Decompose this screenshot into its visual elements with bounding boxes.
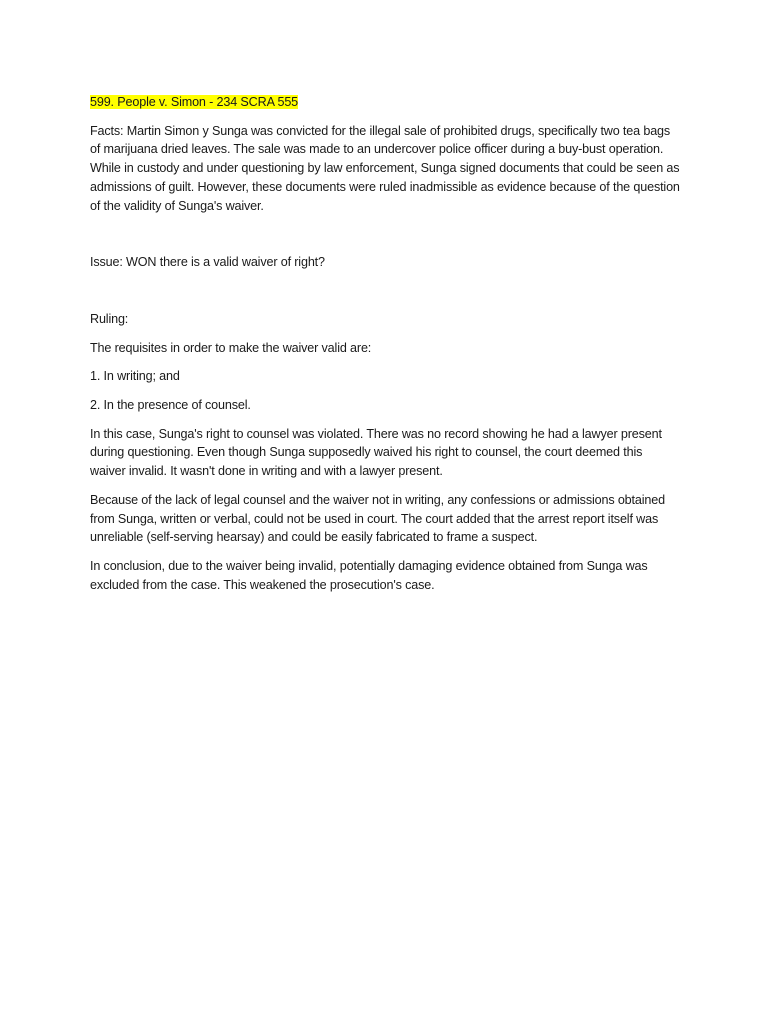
spacer: [90, 282, 680, 310]
analysis-paragraph: In this case, Sunga's right to counsel was violated. There was no record showing he had a lawyer present during questioning. Even though Sunga supposedly waived his right to counsel, the court deemed this waiver invalid. It wasn't done in writing and with a lawyer present.: [90, 426, 662, 479]
issue-paragraph: Issue: WON there is a valid waiver of right?: [90, 255, 325, 270]
requisite-item-1: 1. In writing; and: [90, 369, 180, 384]
case-title: 599. People v. Simon - 234 SCRA 555: [90, 95, 299, 109]
facts-paragraph: Facts: Martin Simon y Sunga was convicted for the illegal sale of prohibited drugs, specifically two tea bags of marijuana dried leaves. The sale was made to an undercover police officer during a buy-bust operation. While in custody and under questioning by law enforcement, Sunga signed documents that could be seen as admissions of guilt. However, these documents were ruled inadmissible as evidence because of the question of the validity of Sunga's waiver.: [90, 123, 680, 213]
ruling-heading: Ruling:: [90, 311, 129, 326]
conclusion-paragraph: In conclusion, due to the waiver being invalid, potentially damaging evidence obtained from Sunga was excluded from the case. This weakened the prosecution's case.: [90, 558, 648, 592]
document-page: [90, 93, 680, 604]
evidence-paragraph: Because of the lack of legal counsel and the waiver not in writing, any confessions or admissions obtained from Sunga, written or verbal, could not be used in court. The court added that the arrest report itself was unreliable (self-serving hearsay) and could be easily fabricated to frame a suspect.: [90, 492, 665, 545]
requisites-intro: The requisites in order to make the waiver valid are:: [90, 340, 372, 355]
requisite-item-2: 2. In the presence of counsel.: [90, 398, 251, 413]
spacer: [90, 225, 680, 253]
case-title-line: [90, 93, 680, 112]
